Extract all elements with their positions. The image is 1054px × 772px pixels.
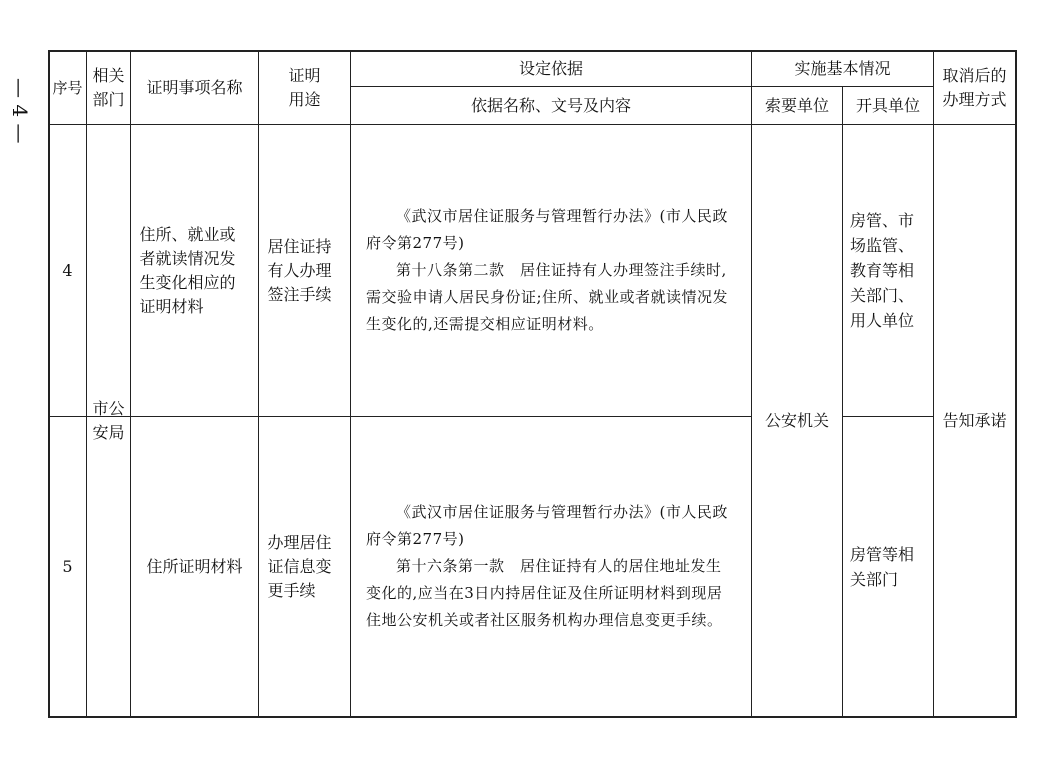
header-impl-group: 实施基本情况	[794, 58, 891, 78]
row-5-basis-title: 《武汉市居住证服务与管理暂行办法》(市人民政府令第277号)	[366, 503, 728, 548]
row-5-use: 办理居住证信息变更手续	[267, 532, 332, 600]
header-basis-detail: 依据名称、文号及内容	[470, 95, 631, 115]
row-5-basis	[351, 417, 751, 716]
page-number: — 4 —	[8, 78, 32, 144]
row-4-basis	[351, 125, 751, 416]
row-4-issue-unit: 房管、市场监管、教育等相关部门、用人单位	[850, 211, 915, 330]
row-5-issue-unit: 房管等相关部门	[850, 544, 915, 589]
header-request-unit: 索要单位	[764, 95, 829, 115]
header-dept: 相关部门	[92, 65, 125, 109]
dept-merged: 市公安局	[92, 398, 125, 442]
row-4-basis-title: 《武汉市居住证服务与管理暂行办法》(市人民政府令第277号)	[366, 207, 728, 252]
header-issue-unit: 开具单位	[855, 95, 920, 115]
row-4-basis-text: 第十八条第二款 居住证持有人办理签注手续时,需交验申请人居民身份证;住所、就业或者就读情况发生变化的,还需提交相应证明材料。	[366, 261, 729, 333]
header-after-cancel: 取消后的办理方式	[942, 65, 1007, 109]
after-cancel-merged: 告知承诺	[942, 410, 1007, 430]
row-4-seq: 4	[62, 260, 73, 280]
row-5-seq: 5	[62, 556, 73, 576]
row-4-use: 居住证持有人办理签注手续	[267, 236, 332, 304]
header-item-name: 证明事项名称	[146, 77, 243, 97]
request-unit-merged: 公安机关	[764, 410, 829, 430]
row-5-item-name: 住所证明材料	[146, 556, 243, 576]
header-seq: 序号	[52, 78, 83, 97]
row-5-basis-text: 第十六条第一款 居住证持有人的居住地址发生变化的,应当在3日内持居住证及住所证明材料到现居住地公安机关或者社区服务机构办理信息变更手续。	[366, 557, 723, 629]
header-use: 证明用途	[288, 65, 321, 109]
row-4-item-name: 住所、就业或者就读情况发生变化相应的证明材料	[139, 224, 236, 316]
header-basis-group: 设定依据	[518, 58, 583, 78]
